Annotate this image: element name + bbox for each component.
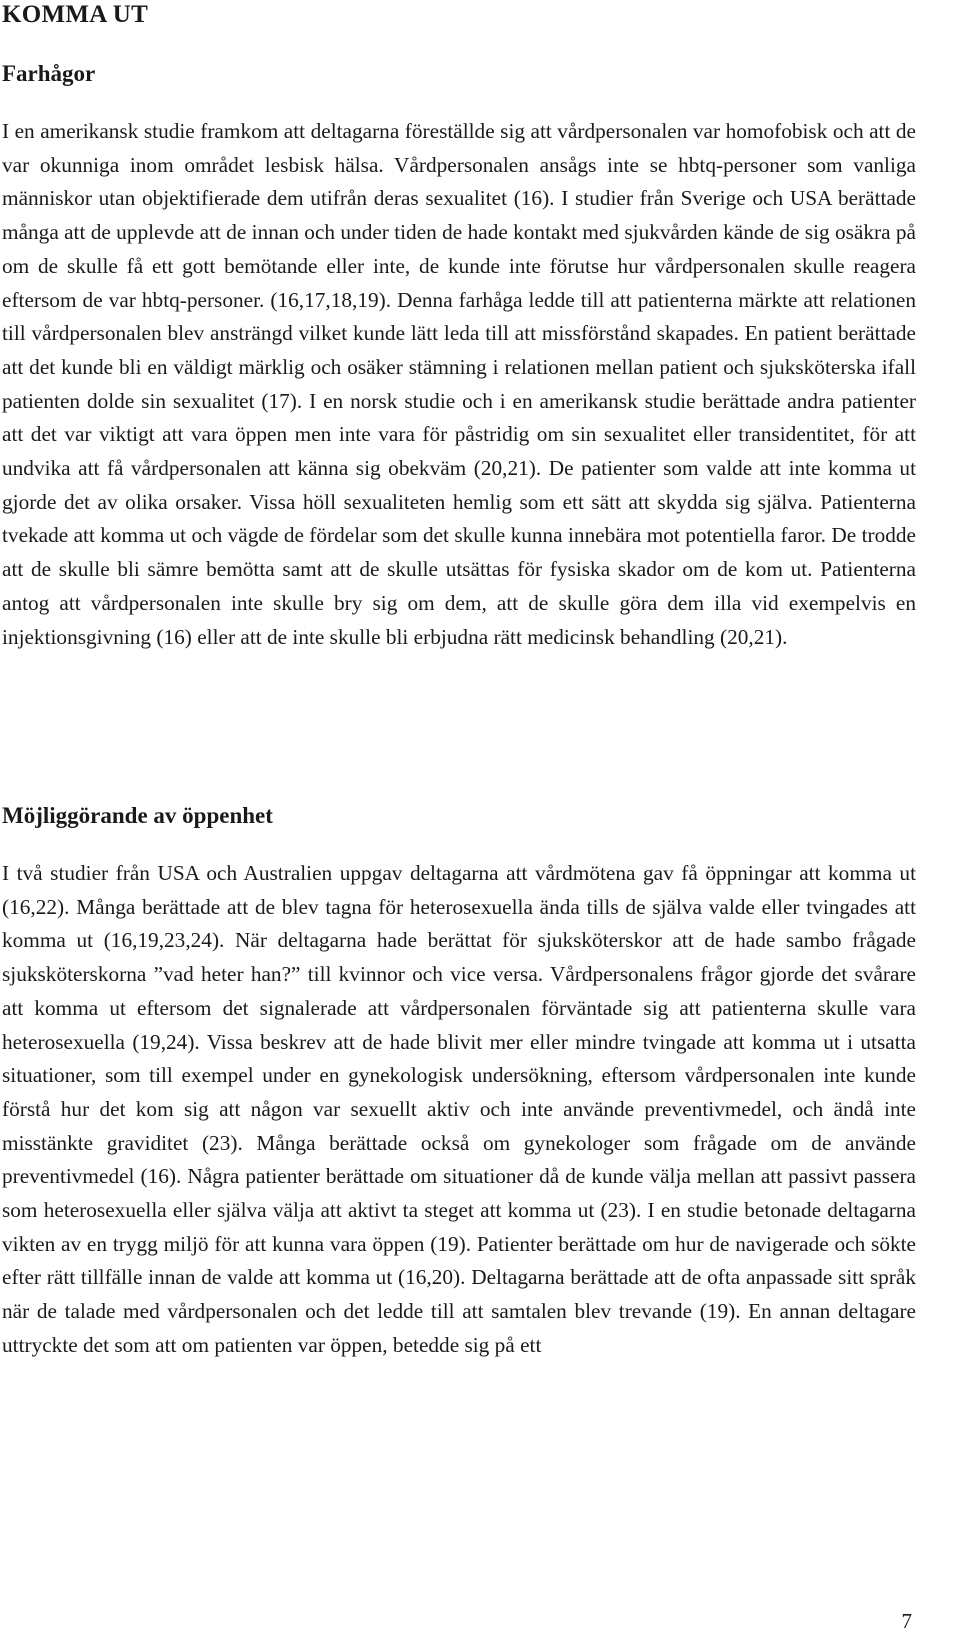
section-paragraph-farhagor: I en amerikansk studie framkom att deltagarna föreställde sig att vårdpersonalen var homofobisk och att de var okunniga inom området lesbisk hälsa. Vårdpersonalen ansågs inte se hbtq-personer som vanliga människor utan objektifierade dem utifrån deras sexualitet (16). I studier från Sverige och USA berättade många att de upplevde att de innan och under tiden de hade kontakt med sjukvården kände de sig osäkra på om de skulle få ett gott bemötande eller inte, de kunde inte förutse hur vårdpersonalen skulle reagera eftersom de var hbtq-personer. (16,17,18,19). Denna farhåga ledde till att patienterna märkte att relationen till vårdpersonalen blev ansträngd vilket kunde lätt leda till att missförstånd skapades. En patient berättade att det kunde bli en väldigt märklig och osäker stämning i relationen mellan patient och sjuksköterska ifall patienten dolde sin sexualitet (17). I en norsk studie och i en amerikansk studie berättade andra patienter att det var viktigt att vara öppen men inte vara för påstridig om sin sexualitet eller transidentitet, för att undvika att få vårdpersonalen att känna sig obekväm (20,21). De patienter som valde att inte komma ut gjorde det av olika orsaker. Vissa höll sexualiteten hemlig som ett sätt att skydda sig själva. Patienterna tvekade att komma ut och vägde de fördelar som det skulle kunna innebära mot potentiella faror. De trodde att de skulle bli sämre bemötta samt att de skulle utsättas för fysiska skador om de kom ut. Patienterna antog att vårdpersonalen inte skulle bry sig om dem, att de skulle göra dem illa vid exempelvis en injektionsgivning (16) eller att de inte skulle bli erbjudna rätt medicinsk behandling (20,21). — [2, 119, 916, 649]
section-heading-farhagor: Farhågor — [2, 61, 96, 86]
main-heading: KOMMA UT — [2, 1, 149, 28]
section-heading-mojliggorande: Möjliggörande av öppenhet — [2, 803, 273, 828]
section-paragraph-mojliggorande: I två studier från USA och Australien uppgav deltagarna att vårdmötena gav få öppningar att komma ut (16,22). Många berättade att de blev tagna för heterosexuella ända tills de själva valde eller tvingades att komma ut (16,19,23,24). När deltagarna hade berättat för sjuksköterskor att de hade sambo frågade sjuksköterskorna ”vad heter han?” till kvinnor och vice versa. Vårdpersonalens frågor gjorde det svårare att komma ut eftersom det signalerade att vårdpersonalen förväntade sig att patienterna skulle vara heterosexuella (19,24). Vissa beskrev att de hade blivit mer eller mindre tvingade att komma ut i utsatta situationer, som till exempel under en gynekologisk undersökning, eftersom vårdpersonalen inte kunde förstå hur det kom sig att någon var sexuellt aktiv och inte använde preventivmedel, och ändå inte misstänkte graviditet (23). Många berättade också om gynekologer som frågade om de använde preventivmedel (16). Några patienter berättade om situationer då de kunde välja mellan att passivt passera som heterosexuella eller själva välja att aktivt ta steget att komma ut (23). I en studie betonade deltagarna vikten av en trygg miljö för att kunna vara öppen (19). Patienter berättade om hur de navigerade och sökte efter rätt tillfälle innan de valde att komma ut (16,20). Deltagarna berättade att de ofta anpassade sitt språk när de talade med vårdpersonalen och det ledde till att samtalen blev trevande (19). En annan deltagare uttryckte det som att om patienten var öppen, betedde sig på ett — [2, 861, 916, 1357]
page-number: 7 — [901, 1609, 912, 1633]
